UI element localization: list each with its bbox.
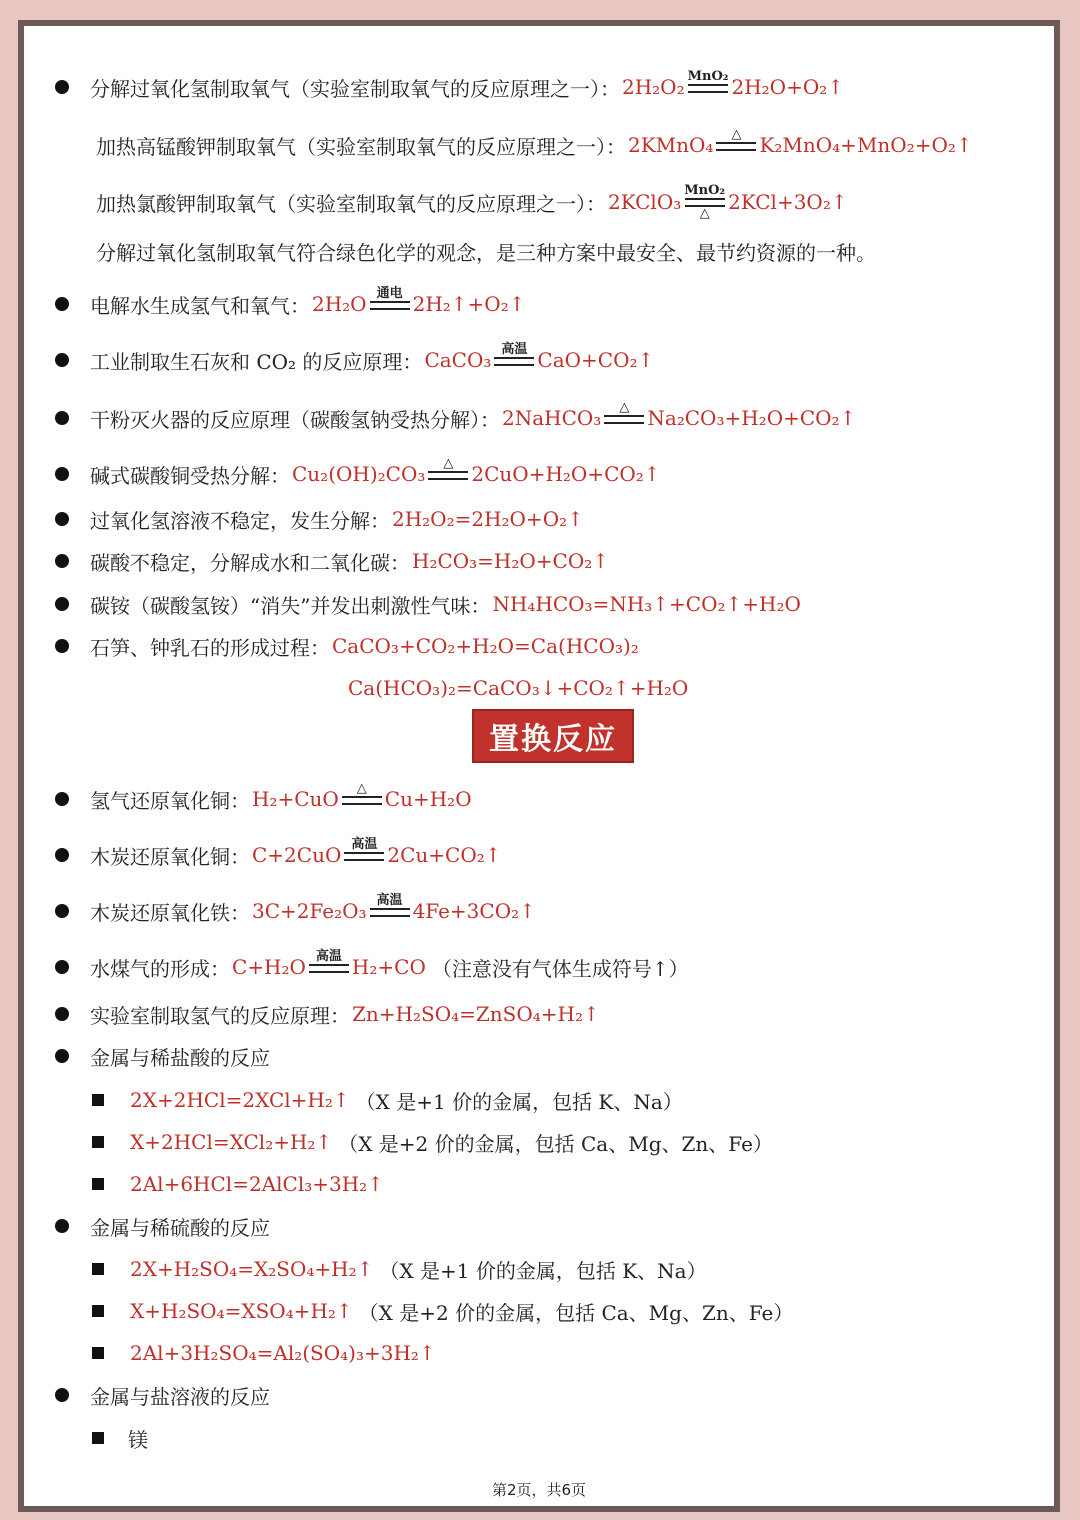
section-title: 置换反应 — [472, 709, 634, 763]
products: 2KCl+3O₂↑ — [728, 190, 848, 214]
heading-salt — [90, 1375, 270, 1415]
green-chemistry-note — [96, 231, 876, 271]
equation — [252, 780, 472, 811]
bullet — [55, 1007, 69, 1021]
equation: 2X+2HCl=2XCl+H₂↑ — [130, 1088, 350, 1112]
reaction-condition: 高温 — [376, 892, 403, 908]
bullet — [55, 639, 69, 653]
note-text: （X 是+2 价的金属，包括 Ca、Mg、Zn、Fe） — [338, 1131, 773, 1156]
reactants: C+H₂O — [232, 955, 306, 979]
equation-row-stalactite-2 — [346, 668, 688, 708]
condition-arrow — [688, 70, 729, 93]
products: H₂+CO — [351, 955, 426, 979]
page-number: 第2页，共6页 — [491, 1481, 587, 1499]
equation-row-h2so4-3 — [128, 1333, 436, 1373]
condition-arrow — [684, 184, 725, 221]
reactants: 3C+2Fe₂O₃ — [252, 899, 367, 923]
bullet — [55, 353, 69, 367]
condition-arrow — [494, 343, 534, 366]
note-text: （X 是+1 价的金属，包括 K、Na） — [355, 1089, 683, 1114]
equation-row-carbonic — [90, 541, 609, 581]
equation: 2X+H₂SO₄=X₂SO₄+H₂↑ — [130, 1257, 374, 1281]
reactants: 2H₂O — [312, 292, 367, 316]
equation-row-malachite — [90, 454, 661, 494]
equation — [312, 285, 526, 316]
reactants: 2KClO₃ — [608, 190, 682, 214]
equation-row-hcl-1 — [128, 1080, 683, 1120]
equation-row-electrolysis — [90, 284, 525, 324]
square-bullet — [92, 1178, 104, 1190]
equation: 2Al+6HCl=2AlCl₃+3H₂↑ — [130, 1172, 384, 1196]
equation-row-water-gas — [90, 947, 689, 987]
equation — [252, 892, 536, 923]
condition-arrow — [309, 950, 349, 973]
reactants: 2KMnO₄ — [628, 133, 714, 157]
equation: 2Al+3H₂SO₄=Al₂(SO₄)₃+3H₂↑ — [130, 1341, 436, 1365]
equation — [292, 455, 661, 486]
equation-row-h2so4-2 — [128, 1291, 793, 1331]
equation: Ca(HCO₃)₂=CaCO₃↓+CO₂↑+H₂O — [348, 676, 689, 700]
condition-arrow — [604, 401, 644, 424]
equation-row-hcl-2 — [128, 1122, 773, 1162]
equation-label: 加热氯酸钾制取氧气（实验室制取氧气的反应原理之一）： — [96, 191, 606, 216]
equation-row-h2so4-1 — [128, 1249, 707, 1289]
equation-label: 碳酸不稳定，分解成水和二氧化碳： — [90, 550, 410, 575]
subsection-heading: 金属与盐溶液的反应 — [90, 1384, 270, 1409]
list-item-label: 镁 — [128, 1427, 148, 1452]
equals-sign-icon — [428, 471, 468, 480]
note-text: （X 是+1 价的金属，包括 K、Na） — [379, 1258, 707, 1283]
note-text: （X 是+2 价的金属，包括 Ca、Mg、Zn、Fe） — [358, 1300, 794, 1325]
equation-label: 电解水生成氢气和氧气： — [90, 293, 310, 318]
equals-sign-icon — [370, 908, 410, 917]
equation — [424, 341, 655, 372]
condition-arrow — [342, 782, 382, 805]
equation-label: 干粉灭火器的反应原理（碳酸氢钠受热分解）： — [90, 407, 500, 432]
reaction-condition: △ — [619, 399, 630, 415]
condition-arrow — [428, 457, 468, 480]
reactants: CaCO₃ — [424, 348, 492, 372]
equation-row-kmno4 — [96, 125, 973, 165]
bullet — [55, 80, 69, 94]
products: 2H₂↑+O₂↑ — [412, 292, 526, 316]
equation: CaCO₃+CO₂+H₂O=Ca(HCO₃)₂ — [332, 634, 639, 658]
equation — [502, 399, 857, 430]
equation-label: 氢气还原氧化铜： — [90, 788, 250, 813]
equation-label: 过氧化氢溶液不稳定，发生分解： — [90, 508, 390, 533]
products: Cu+H₂O — [384, 787, 472, 811]
equals-sign-icon — [716, 142, 756, 151]
condition-arrow — [370, 894, 410, 917]
equation-label: 水煤气的形成： — [90, 956, 230, 981]
subsection-heading: 金属与稀硫酸的反应 — [90, 1215, 270, 1240]
square-bullet — [92, 1305, 104, 1317]
equation-label: 石笋、钟乳石的形成过程： — [90, 635, 330, 660]
equation: X+H₂SO₄=XSO₄+H₂↑ — [130, 1299, 353, 1323]
condition-arrow — [344, 838, 384, 861]
equation-label: 木炭还原氧化铜： — [90, 844, 250, 869]
equals-sign-icon — [688, 84, 728, 93]
note-text: （注意没有气体生成符号↑） — [431, 956, 689, 981]
square-bullet — [92, 1432, 104, 1444]
bullet — [55, 512, 69, 526]
equation-label: 分解过氧化氢制取氧气（实验室制取氧气的反应原理之一）： — [90, 76, 620, 101]
equation — [628, 126, 973, 157]
reaction-condition: △ — [731, 126, 742, 142]
equals-sign-icon — [604, 415, 644, 424]
products: 4Fe+3CO₂↑ — [412, 899, 536, 923]
bullet — [55, 960, 69, 974]
products: K₂MnO₄+MnO₂+O₂↑ — [759, 133, 973, 157]
equation-row-lab-h2 — [90, 994, 600, 1034]
reaction-condition: △ — [443, 455, 454, 471]
equation-row-stalactite — [90, 626, 639, 666]
reaction-condition: 高温 — [315, 948, 342, 964]
heading-h2so4 — [90, 1206, 270, 1246]
equation-row-h2o2 — [90, 67, 844, 107]
equation: Zn+H₂SO₄=ZnSO₄+H₂↑ — [352, 1002, 600, 1026]
products: 2H₂O+O₂↑ — [731, 75, 844, 99]
reactants: H₂+CuO — [252, 787, 339, 811]
note-text: 分解过氧化氢制取氧气符合绿色化学的观念，是三种方案中最安全、最节约资源的一种。 — [96, 240, 876, 265]
equation-row-c-fe2o3 — [90, 891, 536, 931]
equation — [622, 68, 844, 99]
heading-hcl — [90, 1036, 270, 1076]
equals-sign-icon — [370, 301, 410, 310]
bullet — [55, 467, 69, 481]
equals-sign-icon — [342, 796, 382, 805]
reaction-condition: 高温 — [501, 341, 528, 357]
equation-row-lime — [90, 340, 654, 380]
equation-row-ammonium — [90, 584, 801, 624]
square-bullet — [92, 1263, 104, 1275]
reactants: 2H₂O₂ — [622, 75, 685, 99]
bullet — [55, 848, 69, 862]
reaction-condition-lower: △ — [699, 205, 710, 221]
equation-label: 碱式碳酸铜受热分解： — [90, 463, 290, 488]
equation-label: 加热高锰酸钾制取氧气（实验室制取氧气的反应原理之一）： — [96, 134, 626, 159]
bullet — [55, 1388, 69, 1402]
equation-label: 木炭还原氧化铁： — [90, 900, 250, 925]
equation-row-c-cuo — [90, 835, 502, 875]
equation-row-extinguisher — [90, 398, 856, 438]
bullet — [55, 1049, 69, 1063]
equation: H₂CO₃=H₂O+CO₂↑ — [412, 549, 610, 573]
products: Na₂CO₃+H₂O+CO₂↑ — [647, 406, 857, 430]
bullet — [55, 554, 69, 568]
reaction-condition: MnO₂ — [687, 68, 729, 84]
reaction-condition: 通电 — [376, 285, 403, 301]
equation: 2H₂O₂=2H₂O+O₂↑ — [392, 507, 584, 531]
equation-label: 实验室制取氢气的反应原理： — [90, 1003, 350, 1028]
products: 2Cu+CO₂↑ — [387, 843, 502, 867]
equation-row-kclo3 — [96, 182, 848, 222]
bullet — [55, 411, 69, 425]
products: 2CuO+H₂O+CO₂↑ — [471, 462, 661, 486]
equation: NH₄HCO₃=NH₃↑+CO₂↑+H₂O — [492, 592, 801, 616]
reactants: Cu₂(OH)₂CO₃ — [292, 462, 426, 486]
condition-arrow — [370, 287, 410, 310]
equals-sign-icon — [344, 852, 384, 861]
equation-row-hcl-3 — [128, 1164, 384, 1204]
condition-arrow — [716, 128, 756, 151]
products: CaO+CO₂↑ — [537, 348, 655, 372]
equation — [608, 184, 848, 221]
bullet — [55, 597, 69, 611]
list-item-magnesium — [128, 1418, 148, 1458]
square-bullet — [92, 1347, 104, 1359]
reactants: C+2CuO — [252, 843, 342, 867]
equation-row-peroxide — [90, 499, 584, 539]
equation — [232, 948, 426, 979]
reaction-condition: MnO₂ — [684, 182, 726, 198]
square-bullet — [92, 1136, 104, 1148]
page-frame — [18, 20, 1060, 1512]
reaction-condition: △ — [356, 780, 367, 796]
bullet — [55, 904, 69, 918]
bullet — [55, 297, 69, 311]
equation: X+2HCl=XCl₂+H₂↑ — [130, 1130, 333, 1154]
equals-sign-icon — [309, 964, 349, 973]
bullet — [55, 792, 69, 806]
equation-label: 碳铵（碳酸氢铵）“消失”并发出刺激性气味： — [90, 593, 491, 618]
equation — [252, 836, 502, 867]
equation-row-h2-cuo — [90, 779, 472, 819]
bullet — [55, 1219, 69, 1233]
square-bullet — [92, 1094, 104, 1106]
page-content — [24, 26, 1054, 1506]
reaction-condition: 高温 — [351, 836, 378, 852]
subsection-heading: 金属与稀盐酸的反应 — [90, 1045, 270, 1070]
equation-label: 工业制取生石灰和 CO₂ 的反应原理： — [90, 349, 423, 374]
equals-sign-icon — [494, 357, 534, 366]
reactants: 2NaHCO₃ — [502, 406, 602, 430]
